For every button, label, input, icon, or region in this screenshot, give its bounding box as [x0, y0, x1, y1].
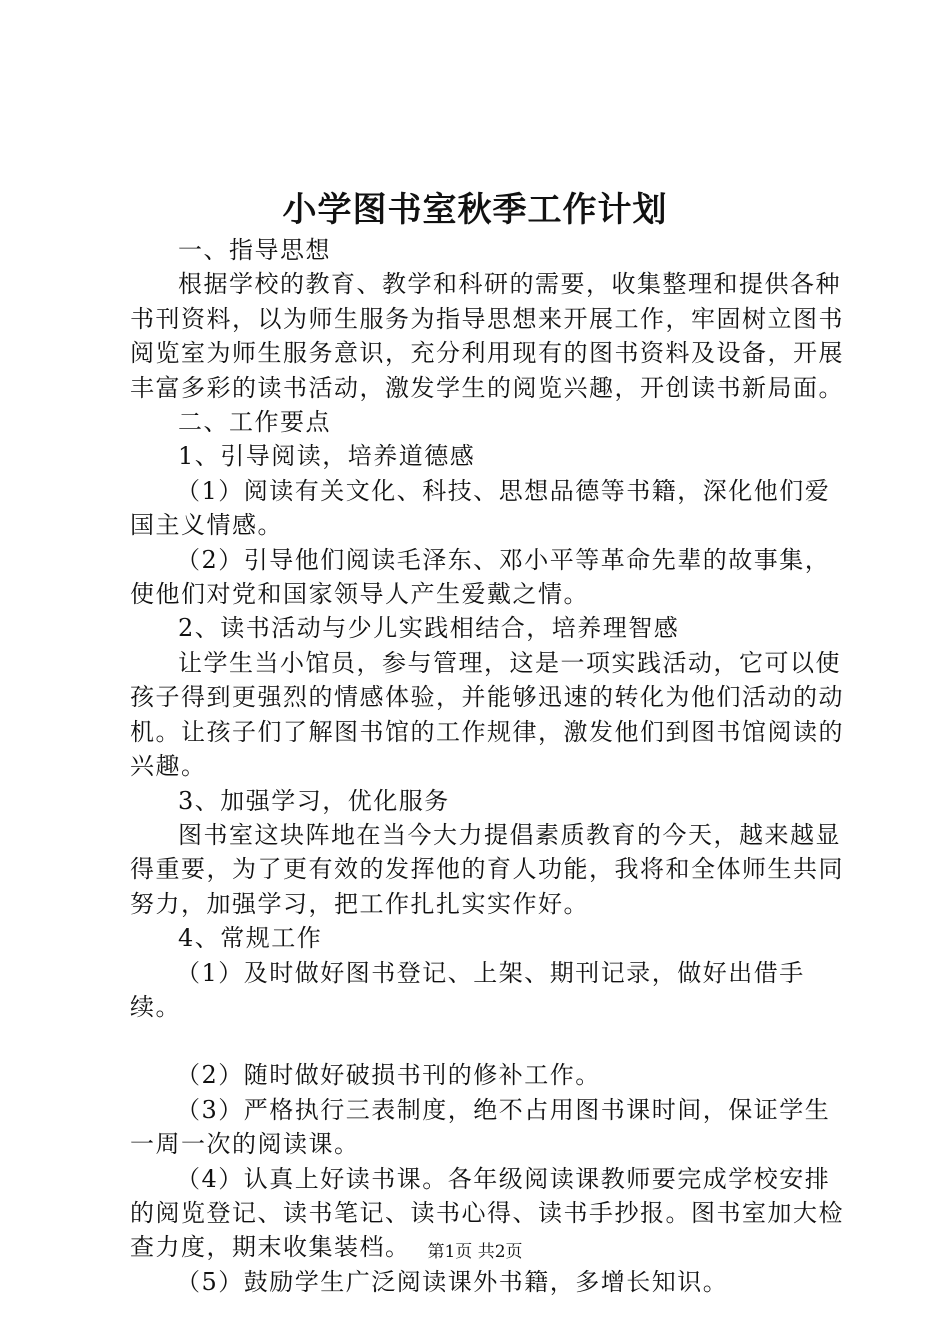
- list-item-reading-class: （4）认真上好读书课。各年级阅读课教师要完成学校安排的阅览登记、读书笔记、读书心得、读书手抄报。图书室加大检查力度，期末收集装档。: [130, 1164, 844, 1262]
- list-item-encourage-reading: （5）鼓励学生广泛阅读课外书籍，多增长知识。: [176, 1267, 729, 1296]
- subheading-guide-reading: 1、引导阅读，培养道德感: [178, 442, 476, 471]
- list-item-repair: （2）随时做好破损书刊的修补工作。: [176, 1061, 601, 1090]
- section-heading-work-points: 二、工作要点: [178, 408, 331, 437]
- subheading-routine-work: 4、常规工作: [178, 924, 323, 953]
- paragraph-guiding-ideology: 根据学校的教育、教学和科研的需要，收集整理和提供各种书刊资料，以为师生服务为指导思想来开展工作，牢固树立图书阅览室为师生服务意识，充分利用现有的图书资料及设备，开展丰富多彩的读书活动，激发学生的阅览兴趣，开创读书新局面。: [130, 270, 844, 402]
- list-item-registration: （1）及时做好图书登记、上架、期刊记录，做好出借手续。: [130, 958, 805, 1021]
- blank-line: [130, 1024, 845, 1058]
- list-item-revolutionary-stories: （2）引导他们阅读毛泽东、邓小平等革命先辈的故事集，使他们对党和国家领导人产生爱戴之情。: [130, 545, 831, 609]
- subheading-reading-practice: 2、读书活动与少儿实践相结合，培养理智感: [178, 614, 680, 643]
- section-heading-guiding-ideology: 一、指导思想: [178, 236, 331, 264]
- list-item-reading-books: （1）阅读有关文化、科技、思想品德等书籍，深化他们爱国主义情感。: [130, 476, 831, 540]
- list-item-schedule: （3）严格执行三表制度，绝不占用图书课时间，保证学生一周一次的阅读课。: [130, 1095, 831, 1159]
- document-title: 小学图书室秋季工作计划: [282, 190, 668, 230]
- paragraph-student-librarian: 让学生当小馆员，参与管理，这是一项实践活动，它可以使孩子得到更强烈的情感体验，并能够迅速的转化为他们活动的动机。让孩子们了解图书馆的工作规律，激发他们到图书馆阅读的兴趣。: [130, 648, 844, 781]
- document-body: [130, 233, 845, 1299]
- subheading-strengthen-learning: 3、加强学习，优化服务: [178, 786, 450, 815]
- paragraph-library-importance: 图书室这块阵地在当今大力提倡素质教育的今天，越来越显得重要，为了更有效的发挥他的育人功能，我将和全体师生共同努力，加强学习，把工作扎扎实实作好。: [130, 820, 844, 918]
- page-number-footer: 第1页 共2页: [427, 1242, 523, 1262]
